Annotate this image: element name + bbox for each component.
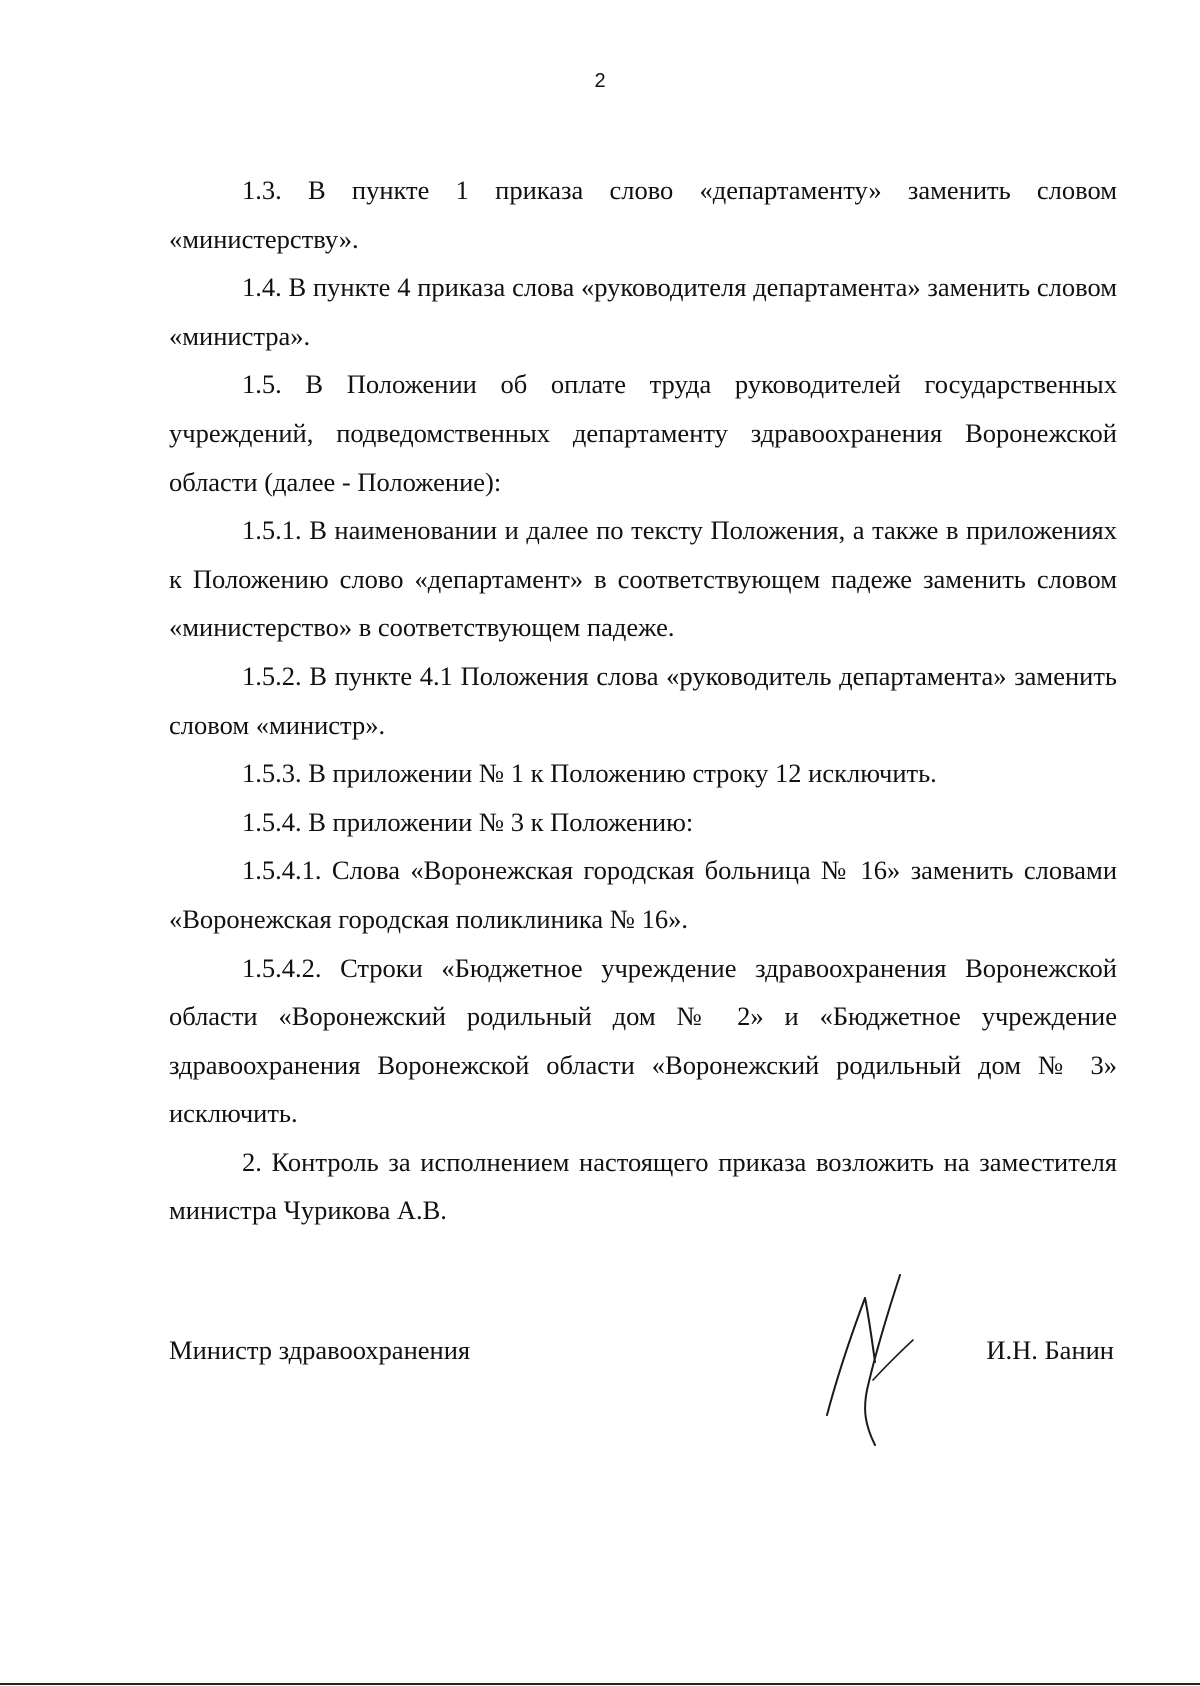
paragraph-1-5-2: 1.5.2. В пункте 4.1 Положения слова «руководитель департамента» заменить словом «министр».: [169, 660, 1117, 740]
paragraph-1-5: 1.5. В Положении об оплате труда руководителей государственных учреждений, подведомственных департаменту здравоохранения Воронежской области (далее - Положение):: [169, 369, 1117, 497]
signatory-name: И.Н. Банин: [986, 1335, 1114, 1365]
document-body: [169, 166, 1117, 1235]
paragraph-1-5-4-2: 1.5.4.2. Строки «Бюджетное учреждение здравоохранения Воронежской области «Воронежский родильный дом № 2» и «Бюджетное учреждение здравоохранения Воронежской области «Воронежский родильный дом № 3» исключить.: [169, 952, 1117, 1129]
paragraph-2: 2. Контроль за исполнением настоящего приказа возложить на заместителя министра Чурикова А.В.: [169, 1146, 1117, 1226]
paragraph-1-5-3: 1.5.3. В приложении № 1 к Положению строку 12 исключить.: [242, 758, 937, 789]
paragraph-1-5-4-1: 1.5.4.1. Слова «Воронежская городская больница № 16» заменить словами «Воронежская городская поликлиника № 16».: [169, 855, 1117, 934]
signatory-title: Министр здравоохранения: [169, 1335, 471, 1365]
paragraph-1-3: 1.3. В пункте 1 приказа слово «департаменту» заменить словом «министерству».: [169, 175, 1117, 254]
handwritten-signature: [825, 1270, 935, 1450]
page-number: 2: [594, 70, 606, 92]
bottom-scan-edge: [0, 1683, 1200, 1685]
paragraph-1-5-4: 1.5.4. В приложении № 3 к Положению:: [242, 806, 694, 837]
paragraph-1-4: 1.4. В пункте 4 приказа слова «руководителя департамента» заменить словом «министра».: [169, 272, 1117, 351]
paragraph-1-5-1: 1.5.1. В наименовании и далее по тексту Положения, а также в приложениях к Положению слово «департамент» в соответствующем падеже заменить словом «министерство» в соответствующем падеже.: [169, 515, 1117, 643]
